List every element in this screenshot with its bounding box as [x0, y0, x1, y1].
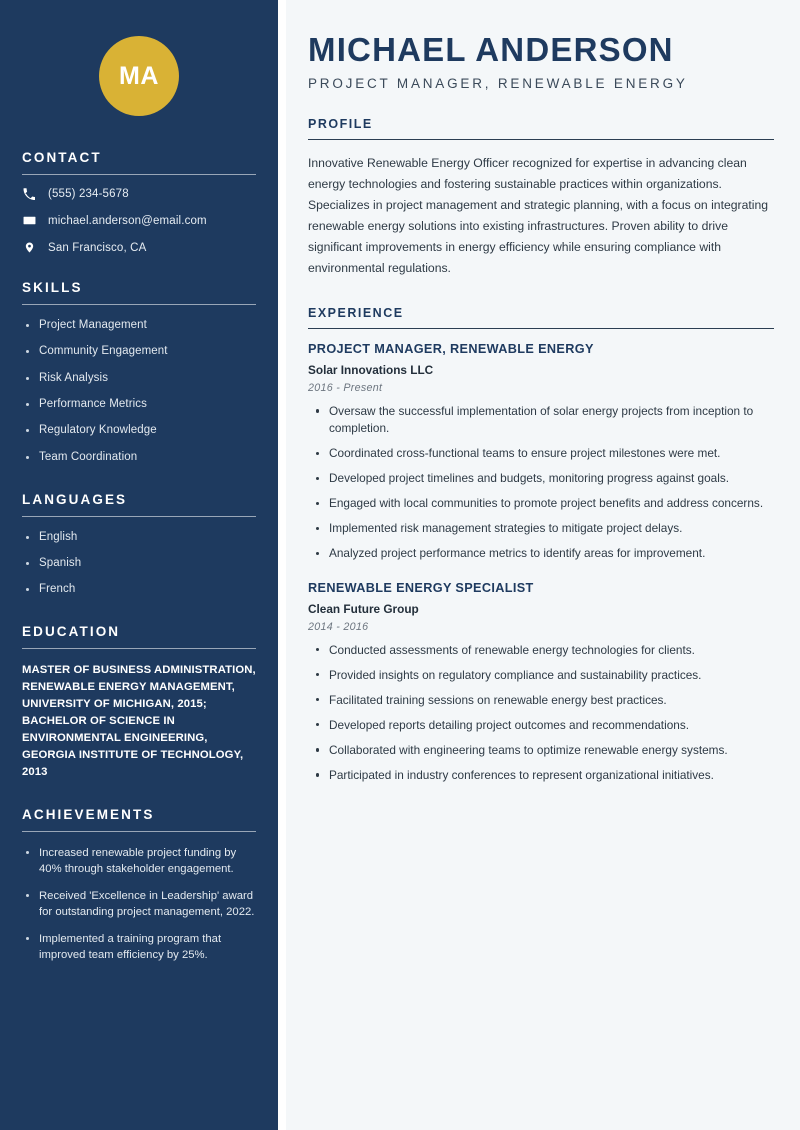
job-company: Clean Future Group — [308, 601, 419, 616]
sidebar — [0, 0, 278, 1130]
experience-heading: EXPERIENCE — [308, 305, 404, 320]
list-item: Participated in industry conferences to represent organizational initiatives. — [308, 767, 774, 784]
list-item: Implemented a training program that improved team efficiency by 25%. — [22, 931, 256, 963]
list-item: Performance Metrics — [22, 397, 256, 413]
experience-entry — [308, 581, 774, 785]
education-heading: EDUCATION — [22, 624, 121, 640]
achievements-list — [22, 845, 256, 963]
job-bullet-list — [308, 642, 774, 785]
contact-heading: CONTACT — [22, 150, 102, 165]
list-item: Project Management — [22, 318, 256, 334]
skills-heading: SKILLS — [22, 280, 83, 295]
contact-list — [22, 188, 256, 254]
job-company: Solar Innovations LLC — [308, 362, 434, 377]
job-dates: 2016 - Present — [308, 381, 383, 394]
list-item: Engaged with local communities to promote project benefits and address concerns. — [308, 495, 774, 512]
profile-divider — [308, 139, 774, 140]
experience-divider — [308, 328, 774, 329]
email-icon — [22, 214, 36, 227]
job-bullet-list — [308, 403, 774, 563]
contact-item-phone[interactable] — [22, 188, 256, 200]
skills-section — [22, 280, 256, 466]
list-item: Risk Analysis — [22, 371, 256, 387]
education-section — [22, 624, 256, 781]
list-item: Team Coordination — [22, 450, 256, 466]
contact-value-email: michael.anderson@email.com — [48, 214, 207, 227]
phone-icon — [22, 188, 36, 200]
list-item: Collaborated with engineering teams to optimize renewable energy systems. — [308, 742, 774, 759]
education-divider — [22, 648, 256, 649]
list-item: French — [22, 582, 256, 598]
contact-item-email[interactable] — [22, 214, 256, 227]
job-role: PROJECT MANAGER, RENEWABLE ENERGY — [308, 341, 594, 356]
list-item: Community Engagement — [22, 344, 256, 360]
contact-divider — [22, 174, 256, 175]
languages-divider — [22, 516, 256, 517]
achievements-heading: ACHIEVEMENTS — [22, 806, 155, 822]
profile-heading: PROFILE — [308, 116, 373, 131]
list-item: Developed project timelines and budgets, monitoring progress against goals. — [308, 470, 774, 487]
contact-item-location[interactable] — [22, 241, 256, 254]
headline-job-title: PROJECT MANAGER, RENEWABLE ENERGY — [308, 75, 688, 91]
languages-section — [22, 492, 256, 599]
achievements-section — [22, 807, 256, 963]
job-role: RENEWABLE ENERGY SPECIALIST — [308, 580, 534, 595]
list-item: English — [22, 530, 256, 546]
avatar-initials: MA — [99, 36, 179, 116]
list-item: Developed reports detailing project outcomes and recommendations. — [308, 717, 774, 734]
list-item: Increased renewable project funding by 40% through stakeholder engagement. — [22, 845, 256, 877]
experience-section — [308, 306, 774, 784]
page-title: MICHAEL ANDERSON — [308, 31, 674, 68]
achievements-divider — [22, 831, 256, 832]
contact-section — [22, 150, 256, 254]
contact-value-location: San Francisco, CA — [48, 241, 147, 254]
list-item: Facilitated training sessions on renewable energy best practices. — [308, 692, 774, 709]
list-item: Regulatory Knowledge — [22, 423, 256, 439]
list-item: Provided insights on regulatory compliance and sustainability practices. — [308, 667, 774, 684]
list-item: Oversaw the successful implementation of solar energy projects from inception to completion. — [308, 403, 774, 437]
languages-list — [22, 530, 256, 599]
list-item: Received 'Excellence in Leadership' award for outstanding project management, 2022. — [22, 888, 256, 920]
contact-value-phone: (555) 234-5678 — [48, 188, 129, 200]
list-item: Conducted assessments of renewable energy technologies for clients. — [308, 642, 774, 659]
education-text: MASTER OF BUSINESS ADMINISTRATION, RENEWABLE ENERGY MANAGEMENT, UNIVERSITY OF MICHIGAN, 2015; BACHELOR OF SCIENCE IN ENVIRONMENTAL ENGINEERING, GEORGIA INSTITUTE OF TECHNOLOGY, 2013 — [22, 664, 256, 778]
location-icon — [22, 241, 36, 254]
profile-section — [308, 117, 774, 279]
experience-entry — [308, 342, 774, 563]
profile-text: Innovative Renewable Energy Officer recognized for expertise in advancing clean energy technologies and fostering sustainable practices within organizations. Specializes in project management and strategic planning, with a focus on integrating renewable energy solutions into existing infrastructures. Proven ability to drive significant improvements in energy efficiency while ensuring compliance with environmental regulations. — [308, 155, 769, 275]
skills-list — [22, 318, 256, 466]
avatar-container — [22, 0, 256, 150]
job-dates: 2014 - 2016 — [308, 620, 369, 633]
list-item: Implemented risk management strategies to mitigate project delays. — [308, 520, 774, 537]
list-item: Coordinated cross-functional teams to ensure project milestones were met. — [308, 445, 774, 462]
list-item: Spanish — [22, 556, 256, 572]
languages-heading: LANGUAGES — [22, 491, 128, 507]
list-item: Analyzed project performance metrics to identify areas for improvement. — [308, 545, 774, 562]
main-content — [286, 0, 800, 1130]
skills-divider — [22, 304, 256, 305]
column-gutter — [278, 0, 286, 1130]
